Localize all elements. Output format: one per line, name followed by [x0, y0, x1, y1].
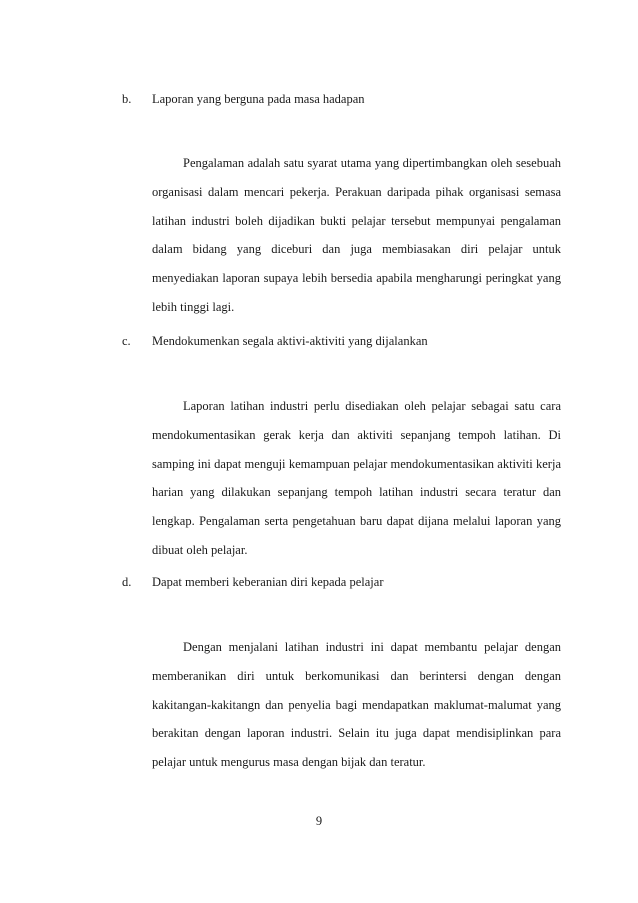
section-b-paragraph: Pengalaman adalah satu syarat utama yang dipertimbangkan oleh sesebuah organisasi dalam mencari pekerja. Perakuan daripada pihak organisasi semasa latihan industri boleh dijadikan bukti pelajar tersebut mempunyai pengalaman dalam bidang yang diceburi dan juga membiasakan diri pelajar untuk menyediakan laporan supaya lebih bersedia apabila mengharungi peringkat yang lebih tinggi lagi.: [152, 156, 561, 314]
section-c-paragraph: Laporan latihan industri perlu disediakan oleh pelajar sebagai satu cara mendokumentasikan gerak kerja dan aktiviti sepanjang tempoh latihan. Di samping ini dapat menguji kemampuan pelajar mendokumentasikan aktiviti kerja harian yang dilakukan sepanjang tempoh latihan industri secara teratur dan lengkap. Pengalaman serta pengetahuan baru dapat dijana melalui laporan yang dibuat oleh pelajar.: [152, 399, 561, 557]
section-d-paragraph: Dengan menjalani latihan industri ini dapat membantu pelajar dengan memberanikan diri untuk berkomunikasi dan berintersi dengan dengan kakitangan-kakitangn dan penyelia bagi mendapatkan maklumat-malumat yang berakitan dengan laporan industri. Selain itu juga dapat mendisiplinkan para pelajar untuk mengurus masa dengan bijak dan teratur.: [152, 640, 561, 770]
section-b-marker: b.: [122, 92, 132, 106]
section-c-title: Mendokumenkan segala aktivi-aktiviti yang dijalankan: [152, 334, 428, 348]
page-number: 9: [315, 814, 323, 828]
section-b-title: Laporan yang berguna pada masa hadapan: [152, 92, 365, 106]
section-d-title: Dapat memberi keberanian diri kepada pelajar: [152, 575, 384, 589]
section-c-heading: [122, 333, 428, 349]
section-c-marker: c.: [122, 334, 131, 348]
section-b-heading: [122, 91, 365, 107]
section-d-heading: [122, 574, 383, 590]
section-d-marker: d.: [122, 575, 132, 589]
